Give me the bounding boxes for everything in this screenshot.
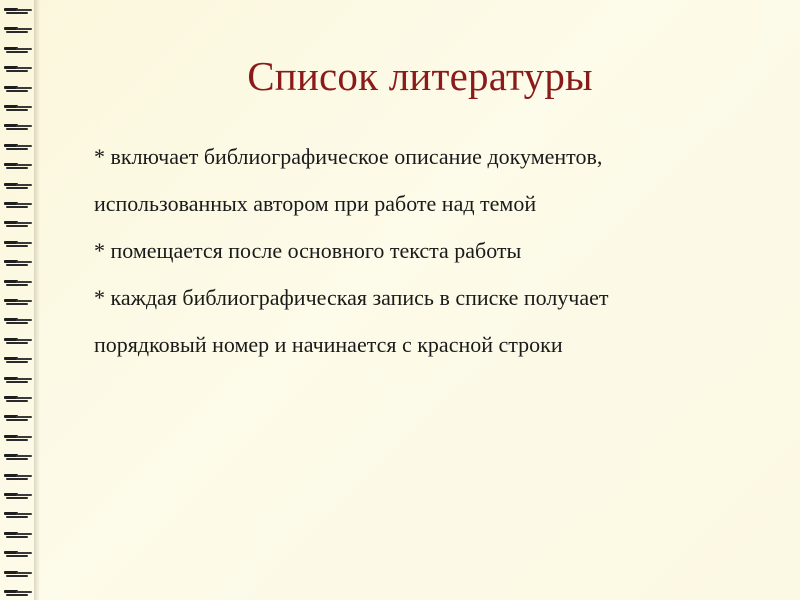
binding-ring-segment bbox=[16, 67, 32, 69]
binding-ring-segment bbox=[6, 206, 28, 208]
binding-ring bbox=[4, 202, 34, 208]
binding-ring-segment bbox=[16, 164, 32, 166]
binding-ring-segment bbox=[16, 591, 32, 593]
binding-ring-segment bbox=[16, 339, 32, 341]
binding-ring bbox=[4, 66, 34, 72]
body-line: использованных автором при работе над темой bbox=[94, 191, 537, 216]
binding-ring-segment bbox=[6, 555, 28, 557]
binding-ring bbox=[4, 105, 34, 111]
binding-ring-segment bbox=[16, 203, 32, 205]
body-line: * помещается после основного текста работы bbox=[94, 238, 522, 263]
binding-ring bbox=[4, 27, 34, 33]
binding-ring-segment bbox=[6, 245, 28, 247]
binding-ring-segment bbox=[16, 145, 32, 147]
binding-ring-segment bbox=[16, 494, 32, 496]
binding-ring bbox=[4, 260, 34, 266]
binding-ring-segment bbox=[16, 125, 32, 127]
binding-ring-segment bbox=[6, 419, 28, 421]
binding-ring-segment bbox=[6, 536, 28, 538]
binding-ring-segment bbox=[16, 378, 32, 380]
binding-ring-segment bbox=[16, 416, 32, 418]
binding-ring-segment bbox=[16, 436, 32, 438]
binding-ring-segment bbox=[6, 322, 28, 324]
binding-ring-segment bbox=[6, 70, 28, 72]
binding-ring-segment bbox=[16, 184, 32, 186]
binding-ring-segment bbox=[6, 400, 28, 402]
binding-ring bbox=[4, 86, 34, 92]
binding-ring bbox=[4, 590, 34, 596]
binding-ring-segment bbox=[6, 109, 28, 111]
binding-ring-segment bbox=[16, 455, 32, 457]
binding-ring-segment bbox=[6, 284, 28, 286]
binding-ring-segment bbox=[16, 513, 32, 515]
binding-ring-segment bbox=[6, 439, 28, 441]
binding-ring-segment bbox=[16, 397, 32, 399]
binding-ring-segment bbox=[16, 533, 32, 535]
binding-ring bbox=[4, 512, 34, 518]
binding-ring-segment bbox=[6, 51, 28, 53]
binding-ring-segment bbox=[16, 48, 32, 50]
slide-title: Список литературы bbox=[247, 53, 593, 99]
binding-ring bbox=[4, 377, 34, 383]
binding-ring-segment bbox=[6, 31, 28, 33]
binding-ring bbox=[4, 415, 34, 421]
binding-ring bbox=[4, 435, 34, 441]
binding-ring-segment bbox=[6, 148, 28, 150]
binding-ring bbox=[4, 241, 34, 247]
binding-ring bbox=[4, 338, 34, 344]
binding-ring-segment bbox=[16, 552, 32, 554]
binding-ring-segment bbox=[16, 358, 32, 360]
binding-ring-segment bbox=[16, 87, 32, 89]
binding-ring-segment bbox=[6, 516, 28, 518]
binding-ring-segment bbox=[16, 222, 32, 224]
binding-ring-segment bbox=[6, 361, 28, 363]
binding-ring bbox=[4, 396, 34, 402]
binding-ring-segment bbox=[16, 9, 32, 11]
binding-ring-segment bbox=[6, 497, 28, 499]
binding-ring bbox=[4, 318, 34, 324]
binding-ring bbox=[4, 357, 34, 363]
binding-ring bbox=[4, 571, 34, 577]
binding-ring bbox=[4, 124, 34, 130]
binding-ring bbox=[4, 163, 34, 169]
binding-ring-segment bbox=[6, 90, 28, 92]
binding-ring-segment bbox=[6, 225, 28, 227]
binding-ring-segment bbox=[16, 300, 32, 302]
binding-ring-segment bbox=[6, 264, 28, 266]
binding-ring-segment bbox=[16, 475, 32, 477]
binding-ring-segment bbox=[6, 342, 28, 344]
binding-ring-segment bbox=[6, 381, 28, 383]
binding-ring-segment bbox=[6, 187, 28, 189]
binding-ring-segment bbox=[16, 281, 32, 283]
body-line: * каждая библиографическая запись в списке получает bbox=[94, 285, 609, 310]
binding-ring-segment bbox=[16, 261, 32, 263]
binding-ring bbox=[4, 493, 34, 499]
binding-ring-segment bbox=[6, 594, 28, 596]
binding-ring bbox=[4, 144, 34, 150]
body-line: порядковый номер и начинается с красной строки bbox=[94, 332, 563, 357]
binding-ring bbox=[4, 532, 34, 538]
binding-ring bbox=[4, 280, 34, 286]
binding-ring bbox=[4, 454, 34, 460]
binding-ring bbox=[4, 551, 34, 557]
body-line: * включает библиографическое описание документов, bbox=[94, 144, 603, 169]
binding-ring-segment bbox=[16, 572, 32, 574]
binding-ring-segment bbox=[6, 128, 28, 130]
binding-ring-segment bbox=[16, 106, 32, 108]
binding-ring bbox=[4, 299, 34, 305]
binding-ring-segment bbox=[6, 575, 28, 577]
binding-ring-segment bbox=[16, 28, 32, 30]
slide-body bbox=[94, 140, 774, 375]
binding-ring-segment bbox=[6, 12, 28, 14]
binding-ring-segment bbox=[6, 478, 28, 480]
binding-ring bbox=[4, 47, 34, 53]
binding-ring-segment bbox=[16, 319, 32, 321]
binding-ring bbox=[4, 8, 34, 14]
binding-ring bbox=[4, 183, 34, 189]
binding-ring-segment bbox=[6, 167, 28, 169]
binding-ring-segment bbox=[16, 242, 32, 244]
binding-ring-segment bbox=[6, 458, 28, 460]
binding-ring bbox=[4, 221, 34, 227]
binding-ring bbox=[4, 474, 34, 480]
binding-ring-segment bbox=[6, 303, 28, 305]
